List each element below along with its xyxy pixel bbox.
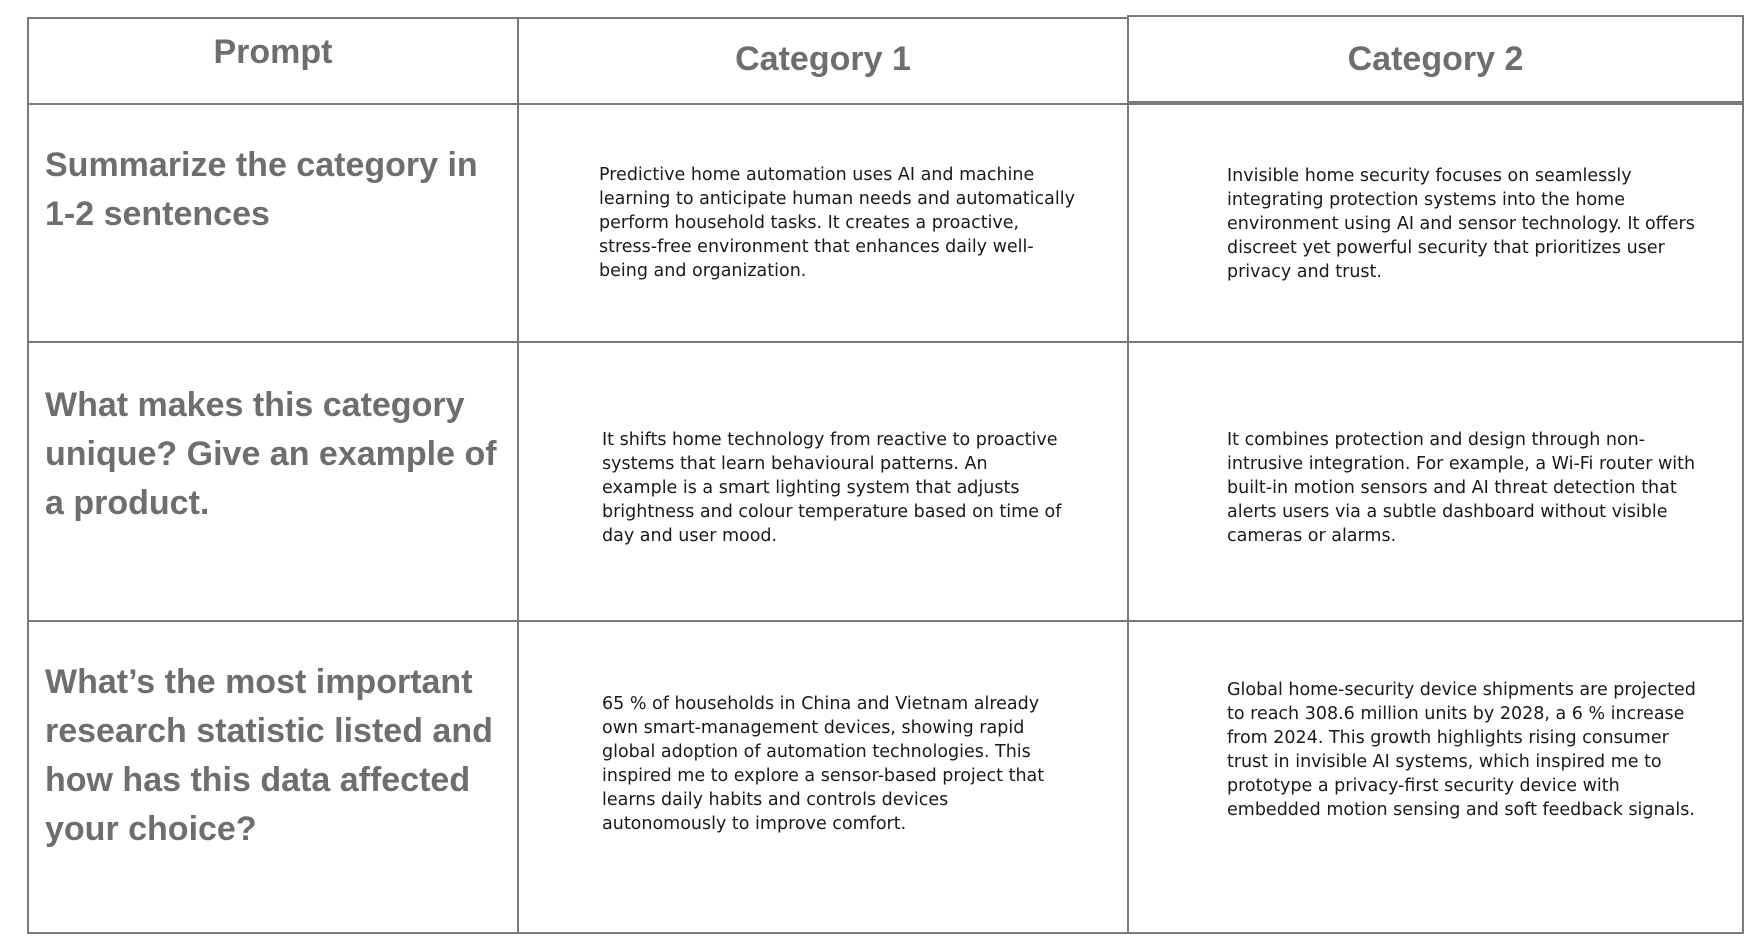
row-2-category-1-cell [517,341,1129,622]
row-1-category-1-cell [517,103,1129,343]
row-1-prompt-cell [27,103,519,343]
header-category-1: Category 1 [735,40,911,78]
row-1-category-2-text: Invisible home security focuses on seamlessly integrating protection systems into the home environment using AI and sensor technology. It offers discreet yet powerful security that prioritizes user privacy and trust. [1227,166,1695,282]
row-3-prompt: What’s the most important research statistic listed and how has this data affected your choice? [45,663,493,848]
row-1-category-1-text: Predictive home automation uses AI and machine learning to anticipate human needs and automatically perform household tasks. It creates a proactive, stress-free environment that enhances daily well-being and organization. [599,165,1075,281]
row-3-category-1-cell [517,620,1129,934]
row-2-prompt-cell [27,341,519,622]
row-1-category-2-cell [1127,103,1744,343]
row-2-category-2-cell [1127,341,1744,622]
row-3-category-2-text: Global home-security device shipments are projected to reach 308.6 million units by 2028, a 6 % increase from 2024. This growth highlights rising consumer trust in invisible AI systems, which inspired me to prototype a privacy-first security device with embedded motion sensing and soft feedback signals. [1227,680,1696,820]
row-3-category-2-cell [1127,620,1744,934]
row-2-category-2-text: It combines protection and design through non-intrusive integration. For example, a Wi-Fi router with built-in motion sensors and AI threat detection that alerts users via a subtle dashboard without visible cameras or alarms. [1227,430,1696,546]
header-category-2: Category 2 [1347,40,1524,78]
header-cell-category-2 [1127,15,1744,103]
header-cell-category-1 [517,17,1129,105]
row-3-prompt-cell [27,620,519,934]
header-prompt: Prompt [213,33,333,71]
row-2-prompt: What makes this category unique? Give an example of a product. [45,386,497,522]
row-3-category-1-text: 65 % of households in China and Vietnam already own smart-management devices, showing rapid global adoption of automation technologies. This inspired me to explore a sensor-based project that learns daily habits and controls devices autonomously to improve comfort. [602,694,1045,834]
row-2-category-1-text: It shifts home technology from reactive to proactive systems that learn behavioural patterns. An example is a smart lighting system that adjusts brightness and colour temperature based on time of day and user mood. [602,430,1062,546]
header-cell-prompt [27,17,519,105]
row-1-prompt: Summarize the category in 1-2 sentences [45,146,478,233]
